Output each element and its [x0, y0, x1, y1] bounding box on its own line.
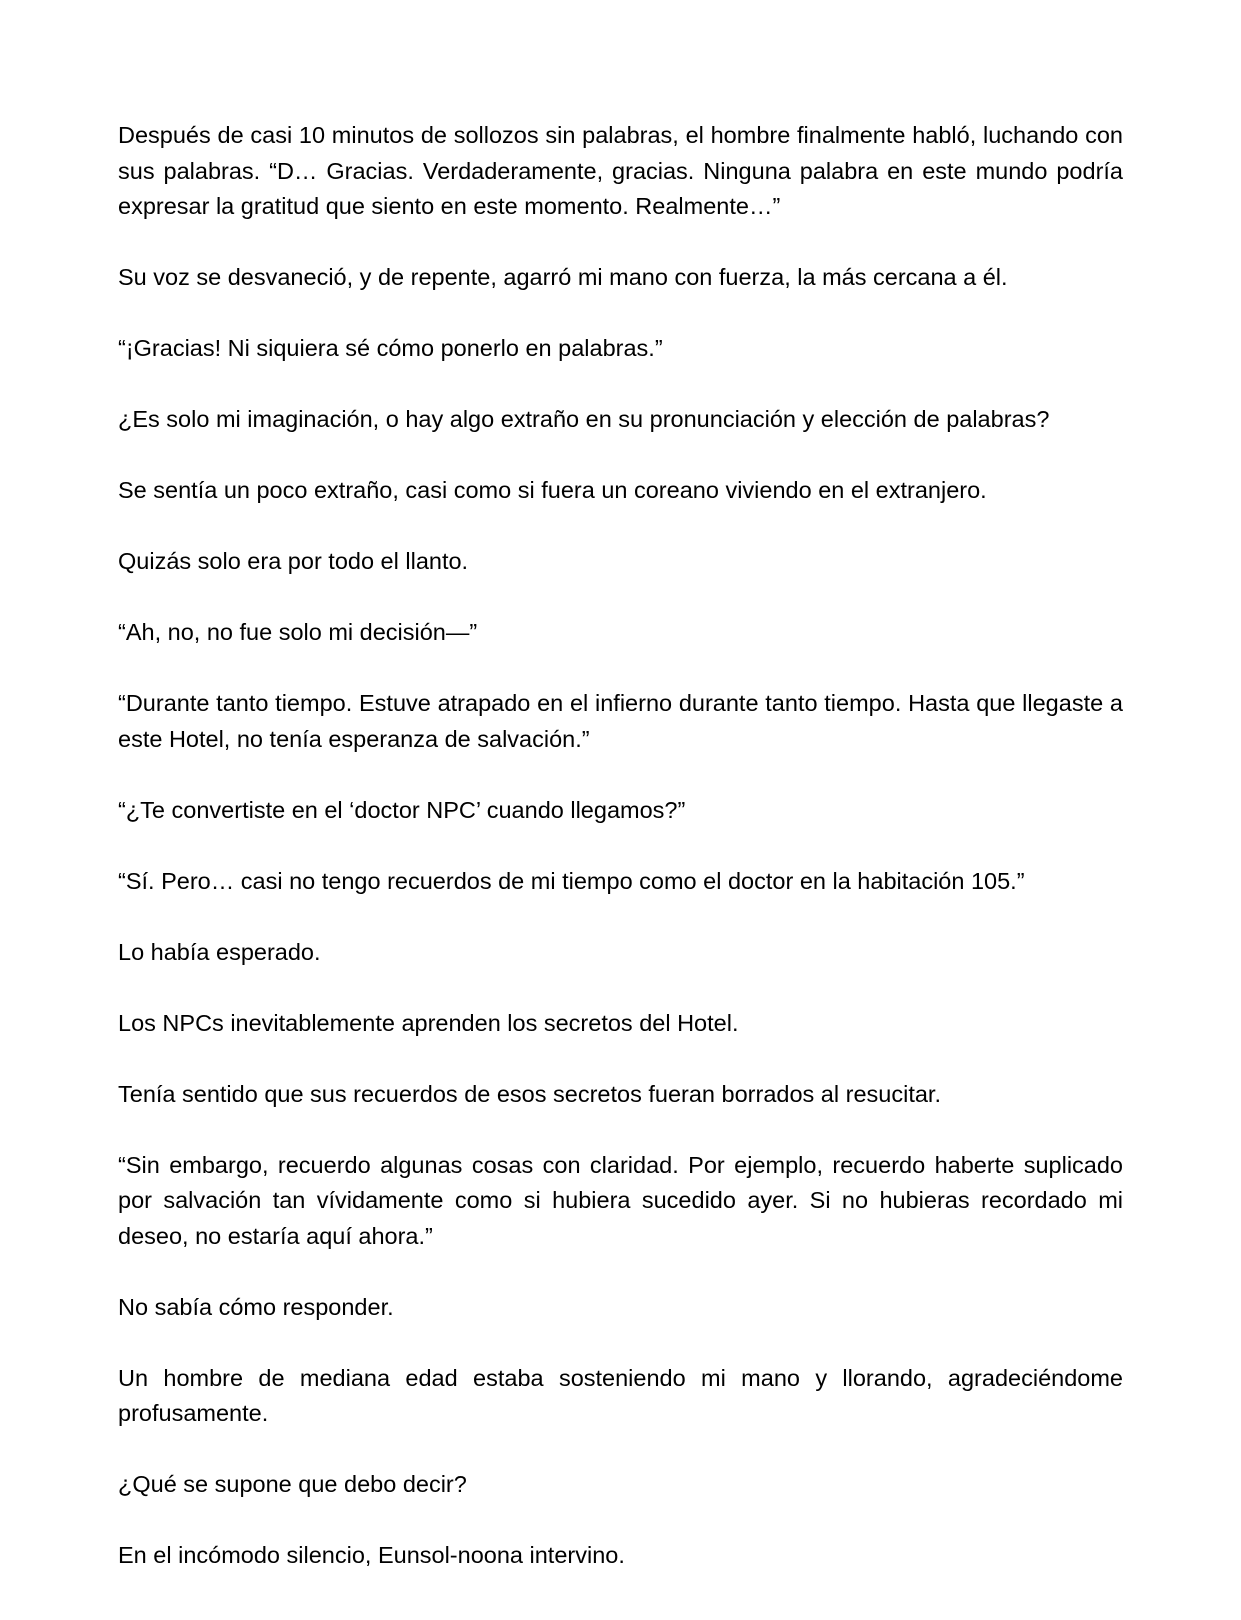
paragraph-14: “Sin embargo, recuerdo algunas cosas con claridad. Por ejemplo, recuerdo haberte suplicado por salvación tan vívidamente como si hubiera sucedido ayer. Si no hubieras recordado mi deseo, no estaría aquí ahora.” [118, 1151, 1123, 1249]
paragraph-9: “¿Te convertiste en el ‘doctor NPC’ cuando llegamos?” [118, 796, 686, 823]
paragraph-4: ¿Es solo mi imaginación, o hay algo extraño en su pronunciación y elección de palabras? [118, 406, 1050, 432]
paragraph-15: No sabía cómo responder. [118, 1293, 394, 1320]
paragraph-5: Se sentía un poco extraño, casi como si fuera un coreano viviendo en el extranjero. [118, 477, 987, 503]
paragraph-7: “Ah, no, no fue solo mi decisión—” [118, 619, 478, 645]
paragraph-2: Su voz se desvaneció, y de repente, agarró mi mano con fuerza, la más cercana a él. [118, 264, 1008, 290]
paragraph-11: Lo había esperado. [118, 938, 321, 965]
paragraph-10: “Sí. Pero… casi no tengo recuerdos de mi tiempo como el doctor en la habitación 105.” [118, 867, 1025, 894]
paragraph-3: “¡Gracias! Ni siquiera sé cómo ponerlo en palabras.” [118, 335, 663, 361]
paragraph-18: En el incómodo silencio, Eunsol-noona intervino. [118, 1542, 625, 1568]
paragraph-17: ¿Qué se supone que debo decir? [118, 1471, 467, 1497]
paragraph-16: Un hombre de mediana edad estaba sosteniendo mi mano y llorando, agradeciéndome profusamente. [118, 1364, 1123, 1426]
paragraph-13: Tenía sentido que sus recuerdos de esos secretos fueran borrados al resucitar. [118, 1080, 941, 1107]
paragraph-12: Los NPCs inevitablemente aprenden los secretos del Hotel. [118, 1009, 739, 1036]
paragraph-8: “Durante tanto tiempo. Estuve atrapado en el infierno durante tanto tiempo. Hasta que llegaste a este Hotel, no tenía esperanza de salvación.” [118, 690, 1123, 752]
paragraph-6: Quizás solo era por todo el llanto. [118, 548, 469, 574]
document-page [118, 118, 1123, 1574]
paragraph-1: Después de casi 10 minutos de sollozos sin palabras, el hombre finalmente habló, luchando con sus palabras. “D… Gracias. Verdaderamente, gracias. Ninguna palabra en este mundo podría expresar la gratitud que siento en este momento. Realmente…” [118, 122, 1123, 219]
